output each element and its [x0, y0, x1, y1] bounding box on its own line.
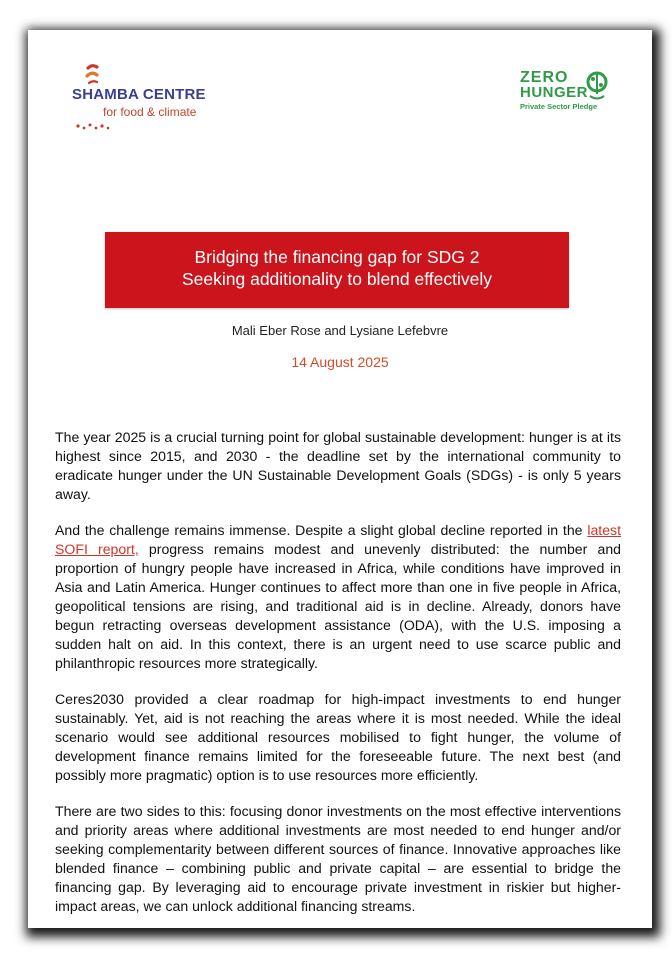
zero-hunger-pledge-text: Private Sector Pledge [520, 102, 598, 111]
title-line-1: Bridging the financing gap for SDG 2 [194, 247, 480, 267]
title-line-2: Seeking additionality to blend effectively [181, 269, 493, 289]
zero-hunger-word-zero: ZERO [520, 69, 569, 86]
paragraph-3: Ceres2030 provided a clear roadmap for high-impact investments to end hunger sustainably. Yet, aid is not reaching the areas where it is most needed. While the ideal scenario would see additional resources mobilised to fight hunger, the volume of development finance remains limited for the foreseeable future. The next best (and possibly more pragmatic) option is to use resources more efficiently. [55, 691, 621, 783]
shamba-sun-icon [70, 62, 110, 88]
zero-hunger-pledge-logo [520, 70, 620, 120]
shamba-centre-name: SHAMBA CENTRE [72, 86, 206, 103]
shamba-centre-logo [70, 62, 220, 124]
shamba-leaf-decoration-icon [70, 120, 130, 134]
authors: Mali Eber Rose and Lysiane Lefebvre [231, 323, 449, 338]
title-banner [105, 232, 569, 308]
paragraph-1: The year 2025 is a crucial turning point for global sustainable development: hunger is at its highest since 2015, and 2030 - the deadline set by the international community to eradicate hunger under the UN Sustainable Development Goals (SDGs) - is only 5 years away. [55, 429, 621, 502]
sofi-report-link[interactable]: latest SOFI report, [55, 522, 621, 557]
publication-date: 14 August 2025 [291, 354, 389, 370]
document-page [28, 30, 652, 928]
zero-hunger-word-hunger: HUNGER [520, 84, 589, 101]
paragraph-2 [55, 521, 621, 673]
shamba-centre-tagline: for food & climate [103, 105, 197, 119]
body-text [55, 428, 621, 933]
paragraph-4: There are two sides to this: focusing donor investments on the most effective interventions and priority areas where additional investments are most needed to end hunger and/or seeking complementarity between different sources of finance. Innovative approaches like blended finance – combining public and private capital – are essential to bridge the financing gap. By leveraging aid to encourage private investment in riskier but higher-impact areas, we can unlock additional financing streams. [55, 803, 621, 914]
wheat-wreath-icon [584, 70, 610, 102]
paragraph-2-rest: progress remains modest and unevenly distributed: the number and proportion of hungry people have increased in Africa, while conditions have improved in Asia and Latin America. Hunger continues to affect more than one in five people in Africa, geopolitical tensions are rising, and traditional aid is in decline. Already, donors have begun retracting overseas development assistance (ODA), with the U.S. imposing a sudden halt on aid. In this context, there is an urgent need to use scarce public and philanthropic resources more strategically. [55, 541, 621, 671]
paragraph-2-intro: And the challenge remains immense. Despite a slight global decline reported in the [55, 522, 588, 538]
